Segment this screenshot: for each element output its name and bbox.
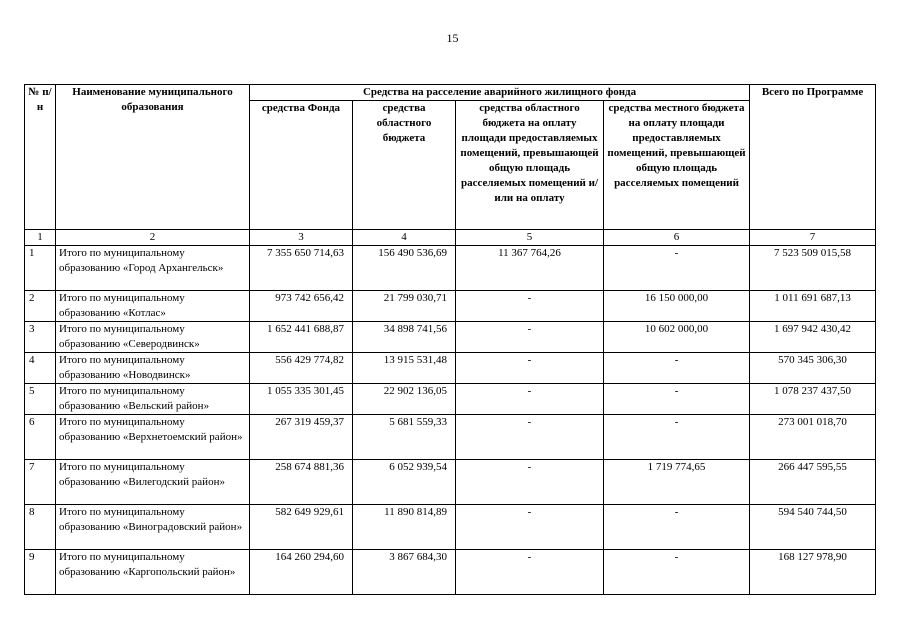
header-group: Средства на расселение аварийного жилищного фонда [250,85,750,101]
header-col-name: Наименование муниципального образования [56,85,250,230]
row-name: Итого по муниципальному образованию «Виноградовский район» [56,505,250,550]
table-row [25,353,876,384]
row-name: Итого по муниципальному образованию «Каргопольский район» [56,550,250,595]
header-sub-regional: средства областного бюджета [353,101,456,230]
row-number: 8 [25,505,56,550]
row-fund: 267 319 459,37 [250,415,353,460]
row-fund: 1 055 335 301,45 [250,384,353,415]
row-total: 1 011 691 687,13 [750,291,876,322]
row-local-extra: - [604,550,750,595]
row-local-extra: - [604,353,750,384]
funding-table [24,84,876,595]
column-number: 7 [750,230,876,246]
row-fund: 164 260 294,60 [250,550,353,595]
row-local-extra: - [604,246,750,291]
row-regional-extra: - [456,505,604,550]
row-number: 1 [25,246,56,291]
table-row [25,291,876,322]
row-regional: 156 490 536,69 [353,246,456,291]
row-regional-extra: - [456,550,604,595]
table-row [25,246,876,291]
row-regional-extra: - [456,460,604,505]
row-name: Итого по муниципальному образованию «Город Архангельск» [56,246,250,291]
table-row [25,460,876,505]
row-fund: 258 674 881,36 [250,460,353,505]
header-col-total: Всего по Программе [750,85,876,230]
table-row [25,550,876,595]
row-regional-extra: - [456,415,604,460]
row-total: 594 540 744,50 [750,505,876,550]
row-local-extra: 1 719 774,65 [604,460,750,505]
row-name: Итого по муниципальному образованию «Вилегодский район» [56,460,250,505]
header-sub-local-extra: средства местного бюджета на оплату площади предоставляемых помещений, превышающей общую площадь расселяемых помещений [604,101,750,230]
row-regional: 22 902 136,05 [353,384,456,415]
row-local-extra: - [604,384,750,415]
table-row [25,322,876,353]
row-name: Итого по муниципальному образованию «Северодвинск» [56,322,250,353]
row-name: Итого по муниципальному образованию «Котлас» [56,291,250,322]
header-sub-regional-extra: средства областного бюджета на оплату площади предоставляемых помещений, превышающей общую площадь расселяемых помещений и/или на оплату [456,101,604,230]
row-regional-extra: - [456,353,604,384]
column-number-row [25,230,876,246]
row-regional-extra: - [456,322,604,353]
row-name: Итого по муниципальному образованию «Новодвинск» [56,353,250,384]
row-regional-extra: - [456,384,604,415]
row-regional: 11 890 814,89 [353,505,456,550]
column-number: 6 [604,230,750,246]
column-number: 5 [456,230,604,246]
row-fund: 556 429 774,82 [250,353,353,384]
table-row [25,384,876,415]
header-sub-fund: средства Фонда [250,101,353,230]
row-regional: 5 681 559,33 [353,415,456,460]
row-name: Итого по муниципальному образованию «Вельский район» [56,384,250,415]
row-fund: 582 649 929,61 [250,505,353,550]
row-fund: 1 652 441 688,87 [250,322,353,353]
row-regional: 3 867 684,30 [353,550,456,595]
row-total: 168 127 978,90 [750,550,876,595]
row-number: 7 [25,460,56,505]
row-regional: 34 898 741,56 [353,322,456,353]
row-total: 7 523 509 015,58 [750,246,876,291]
row-number: 9 [25,550,56,595]
row-fund: 7 355 650 714,63 [250,246,353,291]
row-total: 1 697 942 430,42 [750,322,876,353]
row-local-extra: - [604,505,750,550]
column-number: 2 [56,230,250,246]
row-local-extra: - [604,415,750,460]
row-number: 3 [25,322,56,353]
row-number: 5 [25,384,56,415]
column-number: 4 [353,230,456,246]
row-total: 1 078 237 437,50 [750,384,876,415]
row-number: 2 [25,291,56,322]
header-row-main [25,85,876,101]
column-number: 1 [25,230,56,246]
row-regional-extra: 11 367 764,26 [456,246,604,291]
header-col-no: № п/н [25,85,56,230]
row-regional-extra: - [456,291,604,322]
table-row [25,415,876,460]
row-regional: 6 052 939,54 [353,460,456,505]
row-total: 570 345 306,30 [750,353,876,384]
row-name: Итого по муниципальному образованию «Верхнетоемский район» [56,415,250,460]
row-number: 4 [25,353,56,384]
row-local-extra: 10 602 000,00 [604,322,750,353]
table-row [25,505,876,550]
row-total: 273 001 018,70 [750,415,876,460]
row-fund: 973 742 656,42 [250,291,353,322]
row-local-extra: 16 150 000,00 [604,291,750,322]
row-number: 6 [25,415,56,460]
page-number: 15 [446,31,459,45]
column-number: 3 [250,230,353,246]
row-regional: 13 915 531,48 [353,353,456,384]
row-regional: 21 799 030,71 [353,291,456,322]
row-total: 266 447 595,55 [750,460,876,505]
